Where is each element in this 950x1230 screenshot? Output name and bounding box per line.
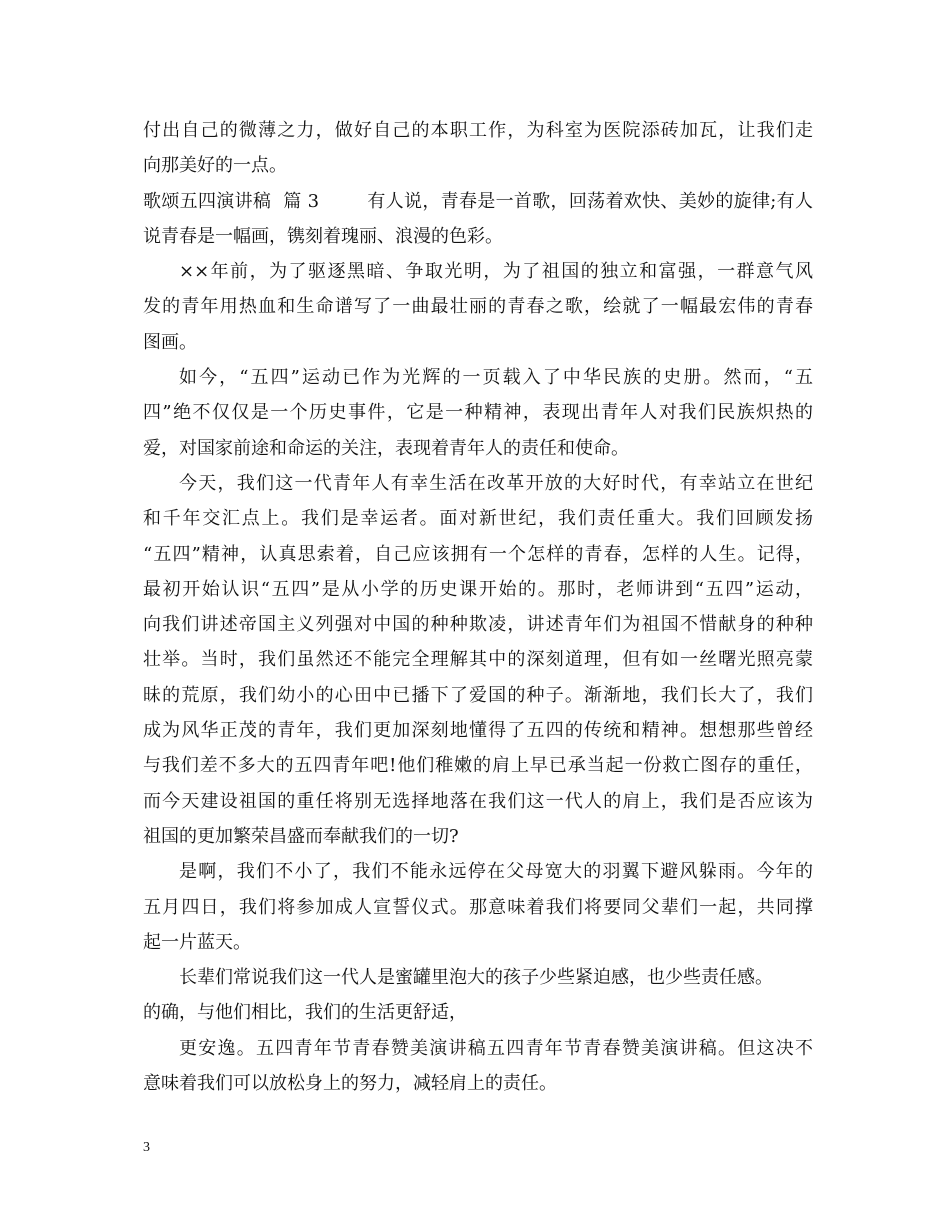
text-line: 向我们讲述帝国主义列强对中国的种种欺凌，讲述青年们为祖国不惜献身的种种 xyxy=(143,614,813,636)
text-line: 五月四日，我们将参加成人宣誓仪式。那意味着我们将要同父辈们一起，共同撑 xyxy=(143,896,813,918)
text-line: 的确，与他们相比，我们的生活更舒适， xyxy=(143,1002,467,1024)
paragraph-start-line: 如今，“五四”运动已作为光辉的一页载入了中华民族的史册。然而，“五 xyxy=(179,367,813,389)
text-line: 发的青年用热血和生命谱写了一曲最壮丽的青春之歌，绘就了一幅最宏伟的青春 xyxy=(143,296,813,318)
text-line: 向那美好的一点。 xyxy=(143,155,287,177)
text-line: 壮举。当时，我们虽然还不能完全理解其中的深刻道理，但有如一丝曙光照亮蒙 xyxy=(143,649,813,671)
text-line: 图画。 xyxy=(143,331,197,353)
text-line: 付出自己的微薄之力，做好自己的本职工作，为科室为医院添砖加瓦，让我们走 xyxy=(143,120,813,141)
text-line: 四”绝不仅仅是一个历史事件，它是一种精神，表现出青年人对我们民族炽热的 xyxy=(143,402,813,424)
text-line: 最初开始认识“五四”是从小学的历史课开始的。那时，老师讲到“五四”运动， xyxy=(143,578,813,600)
text-line: 起一片蓝天。 xyxy=(143,931,251,953)
paragraph-start-line: 是啊，我们不小了，我们不能永远停在父母宽大的羽翼下避风躲雨。今年的 xyxy=(179,861,813,883)
text-line: 与我们差不多大的五四青年吧!他们稚嫩的肩上早已承当起一份救亡图存的重任， xyxy=(143,755,813,777)
text-line: 昧的荒原，我们幼小的心田中已播下了爱国的种子。渐渐地，我们长大了，我们 xyxy=(143,684,813,706)
body-text xyxy=(143,113,813,1101)
text-line: 说青春是一幅画，镌刻着瑰丽、浪漫的色彩。 xyxy=(143,225,503,247)
text-line: 成为风华正茂的青年，我们更加深刻地懂得了五四的传统和精神。想想那些曾经 xyxy=(143,720,813,742)
paragraph-start-line: ××年前，为了驱逐黑暗、争取光明，为了祖国的独立和富强，一群意气风 xyxy=(179,261,813,283)
paragraph-start-line: 今天，我们这一代青年人有幸生活在改革开放的大好时代，有幸站立在世纪 xyxy=(179,472,813,494)
text-line: “五四”精神，认真思索着，自己应该拥有一个怎样的青春，怎样的人生。记得， xyxy=(143,543,813,565)
text-line: 爱，对国家前途和命运的关注，表现着青年人的责任和使命。 xyxy=(143,437,629,459)
text-line: 祖国的更加繁荣昌盛而奉献我们的一切? xyxy=(143,825,459,847)
text-line: 意味着我们可以放松身上的努力，减轻肩上的责任。 xyxy=(143,1073,557,1095)
text-line: 而今天建设祖国的重任将别无选择地落在我们这一代人的肩上，我们是否应该为 xyxy=(143,790,813,812)
paragraph-start-line: 更安逸。五四青年节青春赞美演讲稿五四青年节青春赞美演讲稿。但这决不 xyxy=(179,1037,813,1059)
page-number: 3 xyxy=(143,1140,150,1155)
text-line: 和千年交汇点上。我们是幸运者。面对新世纪，我们责任重大。我们回顾发扬 xyxy=(143,508,813,530)
section-heading-line: 歌颂五四演讲稿 篇 3 有人说，青春是一首歌，回荡着欢快、美妙的旋律;有人 xyxy=(143,190,813,212)
paragraph-start-line: 长辈们常说我们这一代人是蜜罐里泡大的孩子少些紧迫感，也少些责任感。 xyxy=(179,967,773,989)
